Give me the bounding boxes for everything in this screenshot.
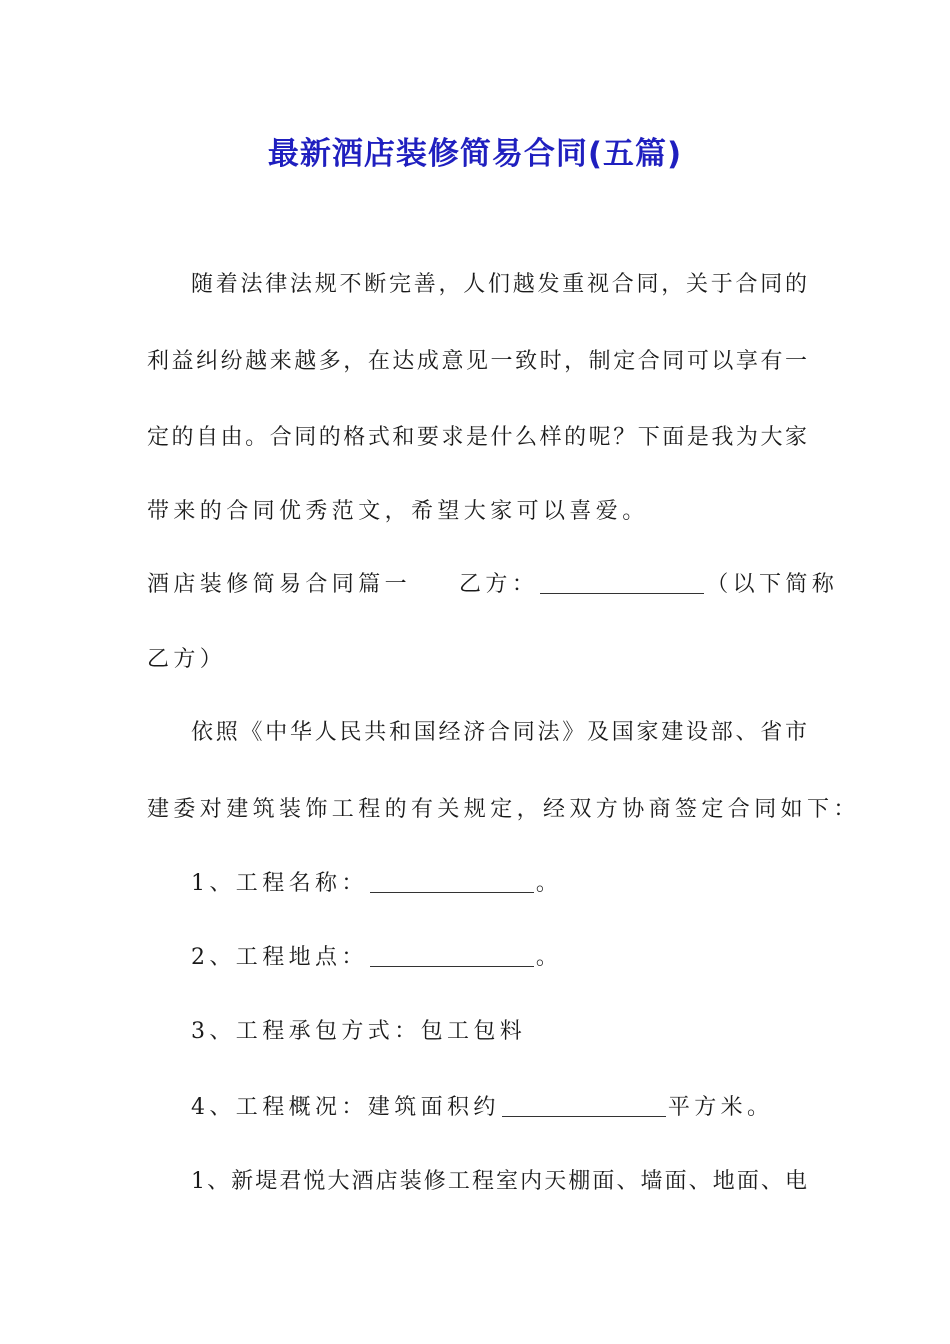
item-project-name-end: 。 bbox=[535, 871, 563, 896]
item-scope-line: 1、新堤君悦大酒店装修工程室内天棚面、墙面、地面、电 bbox=[191, 1169, 807, 1194]
item-contract-mode: 3、工程承包方式：包工包料 bbox=[191, 1019, 527, 1044]
item-project-location-end: 。 bbox=[535, 945, 563, 970]
building-area-blank bbox=[502, 1096, 666, 1117]
party-b-label: 乙方： bbox=[459, 572, 539, 597]
item-project-overview bbox=[191, 1093, 807, 1123]
project-name-blank bbox=[370, 872, 534, 893]
item-project-overview-label: 4、工程概况：建筑面积约 bbox=[191, 1095, 500, 1120]
item-project-location bbox=[191, 943, 807, 973]
party-b-blank bbox=[540, 573, 704, 594]
section-heading-line bbox=[147, 570, 839, 600]
document-title: 最新酒店装修简易合同(五篇) bbox=[267, 136, 683, 172]
section-heading-continuation: 乙方） bbox=[147, 647, 227, 672]
project-location-blank bbox=[370, 946, 534, 967]
intro-line-2: 利益纠纷越来越多，在达成意见一致时，制定合同可以享有一 bbox=[147, 349, 807, 374]
item-project-name-label: 1、工程名称： bbox=[191, 871, 368, 896]
item-project-name bbox=[191, 869, 807, 899]
basis-line-1: 依照《中华人民共和国经济合同法》及国家建设部、省市 bbox=[191, 720, 807, 745]
section-title: 酒店装修简易合同篇一 bbox=[147, 572, 412, 597]
item-project-overview-end: 平方米。 bbox=[667, 1095, 774, 1120]
item-project-location-label: 2、工程地点： bbox=[191, 945, 368, 970]
basis-line-2: 建委对建筑装饰工程的有关规定，经双方协商签定合同如下： bbox=[147, 797, 860, 822]
intro-line-4: 带来的合同优秀范文，希望大家可以喜爱。 bbox=[147, 499, 649, 524]
intro-line-1: 随着法律法规不断完善，人们越发重视合同，关于合同的 bbox=[191, 272, 807, 297]
party-b-suffix: （以下简称 bbox=[706, 572, 839, 597]
intro-line-3: 定的自由。合同的格式和要求是什么样的呢？下面是我为大家 bbox=[147, 425, 807, 450]
